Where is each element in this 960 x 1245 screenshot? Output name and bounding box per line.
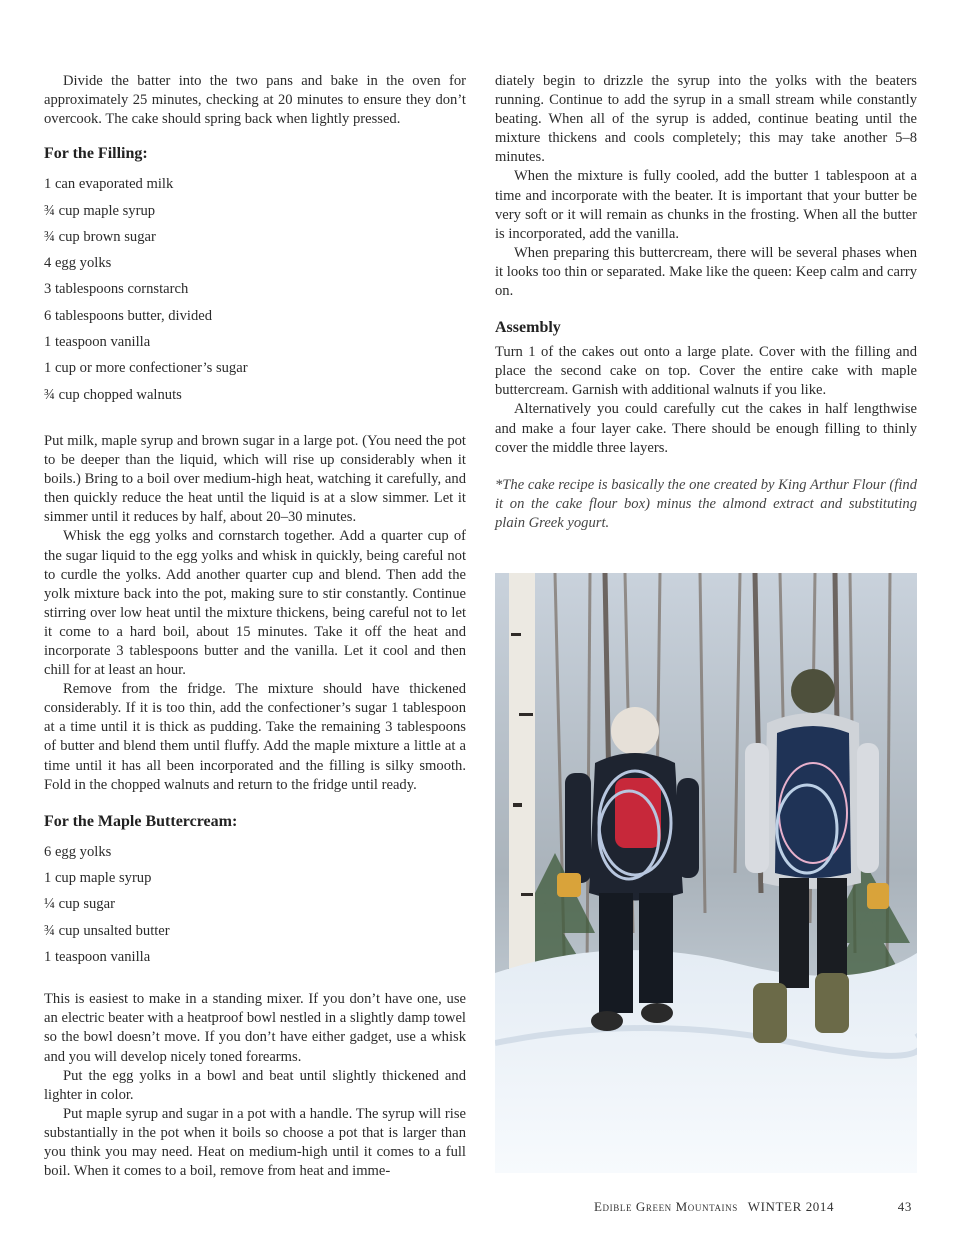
issue-label: WINTER 2014 [747, 1199, 835, 1214]
ingredient-item: 1 teaspoon vanilla [44, 948, 151, 965]
ingredient-item: 1 can evaporated milk [44, 176, 174, 193]
filling-paragraph-3: Remove from the fridge. The mixture should have thickened considerably. If it is too thin, add the confectioner’s sugar 1 tablespoon at a time until it is thick as pudding. Take the remaining 3 tablespoons of butter and blend them until fluffy. Add the maple mixture a little at a time until it has all been incorporated and the filling is silky smooth. Fold in the chopped walnuts and return to the fridge until ready. [44, 681, 466, 793]
buttercream-paragraph-3: Put maple syrup and sugar in a pot with a handle. The syrup will rise substantially in the pot when it boils so choose a pot that is larger than you think you may need. Heat on medium-high until it comes to a full boil. When it comes to a boil, remove from heat and imme- [44, 1105, 466, 1180]
filling-ingredient-list [44, 171, 466, 408]
intro-paragraph: Divide the batter into the two pans and bake in the oven for approximately 25 minutes, checking at 20 minutes to ensure they don’t overcook. The cake should spring back when lightly pressed. [44, 73, 466, 128]
buttercream-paragraph-1: This is easiest to make in a standing mixer. If you don’t have one, use an electric beater with a heatproof bowl nestled in a slightly damp towel so the bowl doesn’t move. If you don’t have either gadget, use a whisk and you will develop nicely toned forearms. [44, 991, 466, 1065]
buttercream-paragraph-2: Put the egg yolks in a bowl and beat until slightly thickened and lighter in color. [44, 1067, 466, 1103]
ingredient-item: ¾ cup unsalted butter [44, 922, 170, 939]
assembly-paragraph-1: Turn 1 of the cakes out onto a large plate. Cover with the filling and place the second cake on top. Cover the entire cake with maple buttercream. Garnish with additional walnuts if you like. [495, 344, 917, 399]
ingredient-item: 1 cup or more confectioner’s sugar [44, 360, 248, 377]
photo-illustration [495, 573, 917, 1173]
filling-heading: For the Filling: [44, 145, 148, 163]
ingredient-item: 6 tablespoons butter, divided [44, 307, 213, 324]
buttercream-continued-paragraph: diately begin to drizzle the syrup into the yolks with the beaters running. Continue to add the syrup in a small stream while constantly beating. When all of the syrup is added, continue beating until the mixture thickens and cools completely; this may take another 5–8 minutes. [495, 73, 917, 166]
ingredient-item: ¼ cup sugar [44, 896, 115, 913]
ingredient-item: ¾ cup maple syrup [44, 202, 156, 219]
left-column [44, 72, 466, 1181]
ingredient-item: 4 egg yolks [44, 255, 112, 272]
assembly-paragraph-2: Alternatively you could carefully cut the cakes in half lengthwise and make a four layer cake. There should be enough filling to thinly cover the middle three layers. [495, 401, 917, 456]
buttercream-ingredient-list [44, 839, 466, 970]
buttercream-heading: For the Maple Buttercream: [44, 812, 238, 830]
recipe-footnote: *The cake recipe is basically the one created by King Arthur Flour (find it on the cake flour box) minus the almond extract and substituting plain Greek yogurt. [495, 476, 917, 531]
page-number: 43 [897, 1199, 912, 1214]
ingredient-item: 6 egg yolks [44, 843, 112, 860]
right-column [495, 72, 917, 533]
buttercream-paragraph-4: When the mixture is fully cooled, add the butter 1 tablespoon at a time and incorporate with the beater. It is important that your butter be very soft or it will remain as chunks in the frosting. When all the butter is incorporated, add the vanilla. [495, 168, 917, 242]
ingredient-item: 1 cup maple syrup [44, 870, 152, 887]
filling-paragraph-2: Whisk the egg yolks and cornstarch together. Add a quarter cup of the sugar liquid to the egg yolks and whisk in quickly, being careful not to curdle the yolks. Add another quarter cup and blend. Then add the yolk mixture back into the pot, making sure to stir constantly. Continue stirring over low heat until the mixture thickens, being careful not to let it come to a hard boil, about 15 minutes. Take it off the heat and incorporate 3 tablespoons butter and the vanilla. Let it cool and then chill for at least an hour. [44, 528, 466, 679]
assembly-heading: Assembly [495, 319, 561, 337]
publication-name: Edible Green Mountains [594, 1199, 738, 1214]
buttercream-paragraph-5: When preparing this buttercream, there will be several phases when it looks too thin or separated. Make like the queen: Keep calm and carry on. [495, 244, 917, 300]
page-footer [594, 1199, 916, 1215]
ingredient-item: ¾ cup chopped walnuts [44, 386, 182, 403]
ingredient-item: 1 teaspoon vanilla [44, 334, 151, 351]
ingredient-item: ¾ cup brown sugar [44, 228, 156, 245]
snowy-woods-photo [495, 573, 917, 1173]
filling-paragraph-1: Put milk, maple syrup and brown sugar in a large pot. (You need the pot to be deeper than the liquid, which will rise up considerably when it boils.) Bring to a boil over medium-high heat, watching it carefully, and then quickly reduce the heat until the liquid is at a slow simmer. Let it simmer until it reduces by half, about 20–30 minutes. [44, 432, 466, 526]
ingredient-item: 3 tablespoons cornstarch [44, 281, 189, 298]
